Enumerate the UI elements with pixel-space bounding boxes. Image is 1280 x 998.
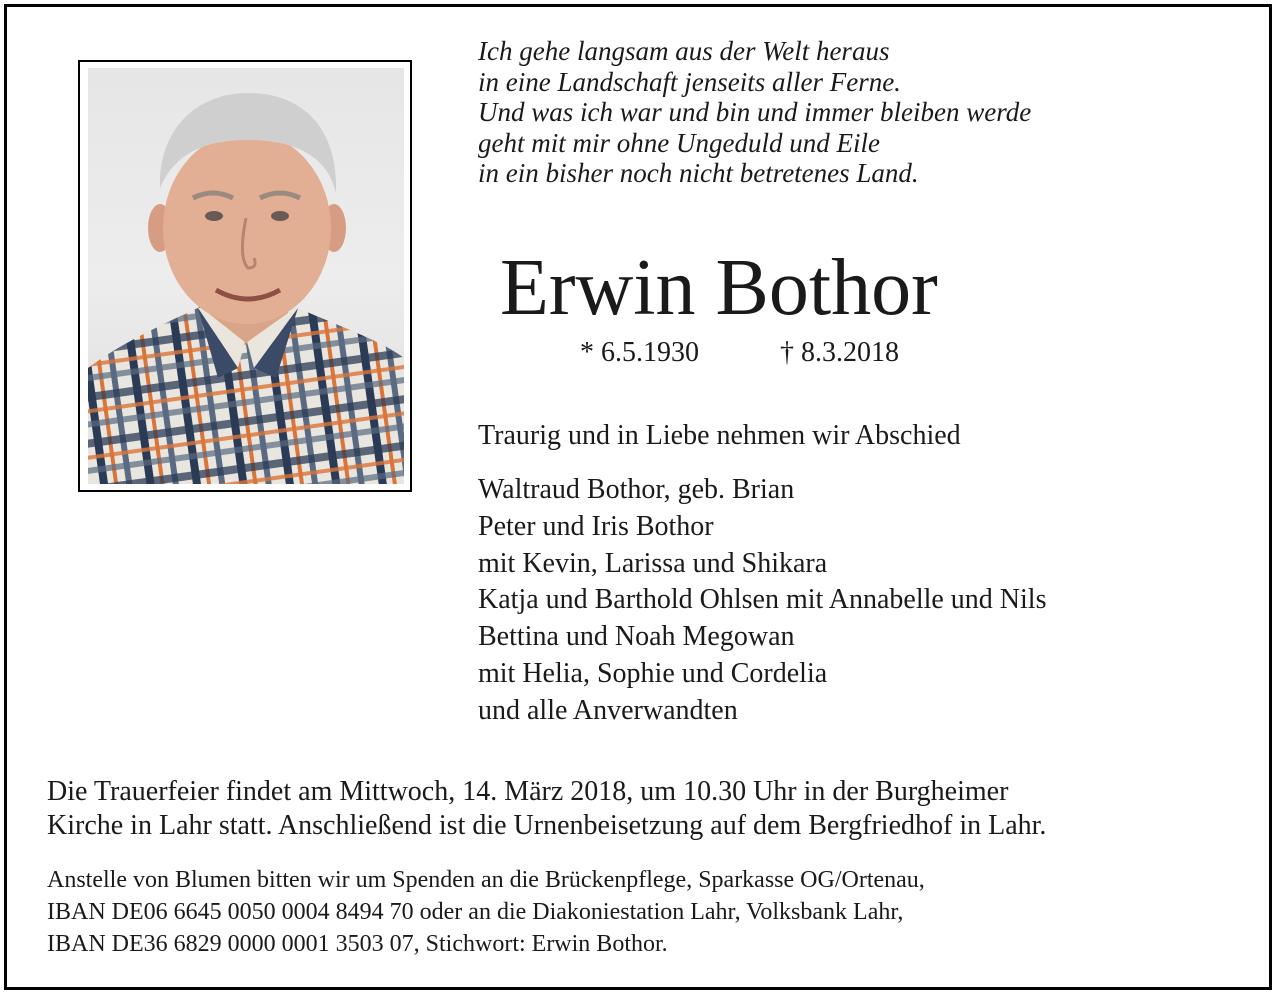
deceased-name: Erwin Bothor: [500, 244, 938, 332]
funeral-line: Die Trauerfeier findet am Mittwoch, 14. März 2018, um 10.30 Uhr in der Burgheimer: [47, 776, 1009, 807]
portrait-photo: [88, 68, 404, 484]
birth-date: * 6.5.1930: [580, 337, 699, 368]
donation-line: IBAN DE36 6829 0000 0001 3503 07, Stichwort: Erwin Bothor.: [47, 931, 668, 957]
mourner-line: Katja und Barthold Ohlsen mit Annabelle und Nils: [478, 584, 1047, 616]
donation-line: Anstelle von Blumen bitten wir um Spenden an die Brückenpflege, Sparkasse OG/Ortenau,: [47, 867, 925, 893]
mourner-line: mit Kevin, Larissa und Shikara: [478, 547, 828, 579]
poem-line: Und was ich war und bin und immer bleiben werde: [478, 97, 1032, 127]
poem-line: geht mit mir ohne Ungeduld und Eile: [478, 127, 880, 158]
farewell-text: Traurig und in Liebe nehmen wir Abschied: [478, 420, 961, 451]
funeral-line: Kirche in Lahr statt. Anschließend ist die Urnenbeisetzung auf dem Bergfriedhof in Lahr.: [47, 810, 1047, 841]
mourner-line: Bettina und Noah Megowan: [478, 621, 795, 653]
funeral-notice: [47, 775, 1046, 843]
poem-line: Ich gehe langsam aus der Welt heraus: [478, 36, 890, 66]
death-date: † 8.3.2018: [780, 337, 899, 368]
donation-notice: [47, 864, 925, 960]
poem: [478, 36, 1238, 189]
donation-line: IBAN DE06 6645 0050 0004 8494 70 oder an die Diakoniestation Lahr, Volksbank Lahr,: [47, 899, 904, 925]
poem-line: in ein bisher noch nicht betretenes Land.: [478, 158, 919, 188]
poem-line: in eine Landschaft jenseits aller Ferne.: [478, 66, 901, 97]
mourners-list: [478, 472, 1046, 730]
mourner-line: Waltraud Bothor, geb. Brian: [478, 474, 795, 505]
mourner-line: Peter und Iris Bothor: [478, 510, 714, 542]
mourner-line: mit Helia, Sophie und Cordelia: [478, 657, 828, 689]
mourner-line: und alle Anverwandten: [478, 694, 738, 726]
